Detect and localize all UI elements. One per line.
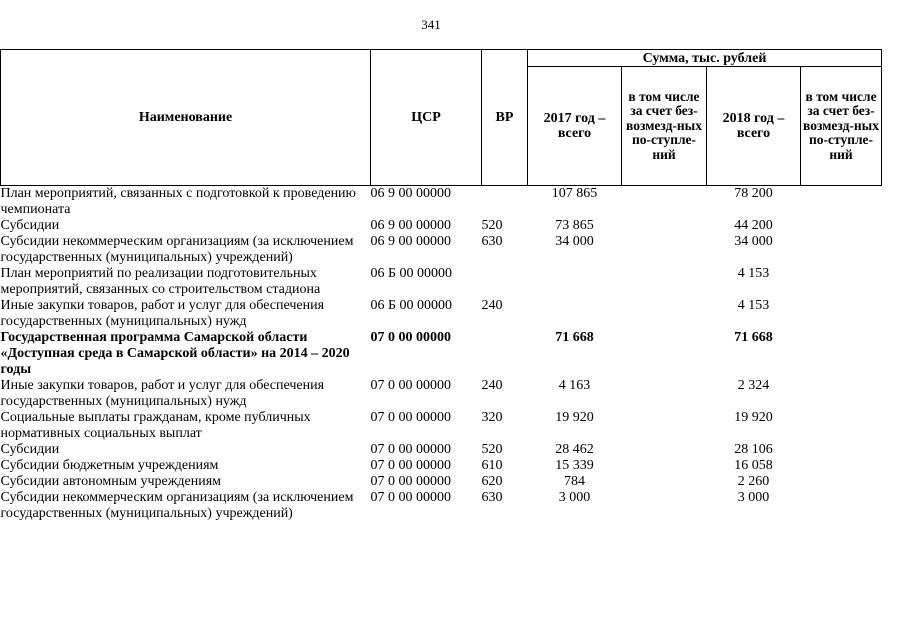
- table-row: [1, 458, 882, 474]
- row-vr: [482, 266, 528, 298]
- row-name: Иные закупки товаров, работ и услуг для обеспечения государственных (муниципальных) нужд: [0, 298, 325, 329]
- table-row: [1, 410, 882, 442]
- row-2017-total: 4 163: [558, 378, 591, 393]
- row-2018-including: [801, 298, 882, 330]
- row-vr: [482, 330, 528, 378]
- row-csr: 07 0 00 00000: [370, 458, 451, 473]
- row-csr: 06 9 00 00000: [370, 234, 451, 249]
- row-2017-including: [622, 330, 707, 378]
- table-row: [1, 298, 882, 330]
- row-2017-including: [622, 234, 707, 266]
- row-2018-including: [801, 410, 882, 442]
- row-name: Иные закупки товаров, работ и услуг для обеспечения государственных (муниципальных) нужд: [0, 378, 325, 409]
- row-name: Социальные выплаты гражданам, кроме публичных нормативных социальных выплат: [0, 410, 311, 441]
- row-2017-total: 73 865: [555, 218, 594, 233]
- row-2018-including: [801, 378, 882, 410]
- row-csr: 07 0 00 00000: [370, 410, 451, 425]
- header-2018-total: 2018 год – всего: [707, 67, 801, 186]
- row-2018-total: 44 200: [734, 218, 773, 233]
- budget-table: [0, 49, 882, 522]
- row-2017-including: [622, 218, 707, 234]
- table-row: [1, 218, 882, 234]
- row-2017-total: 71 668: [555, 330, 594, 345]
- row-2017-including: [622, 474, 707, 490]
- header-2017-total: 2017 год – всего: [528, 67, 622, 186]
- table-row: [1, 330, 882, 378]
- row-2018-including: [801, 234, 882, 266]
- row-2018-including: [801, 330, 882, 378]
- row-2017-including: [622, 378, 707, 410]
- row-2018-including: [801, 490, 882, 522]
- row-name: Субсидии бюджетным учреждениям: [0, 458, 219, 473]
- row-vr: 520: [481, 442, 503, 457]
- row-vr: 620: [481, 474, 503, 489]
- header-2017-including: в том числе за счет без-возмезд-ных по-ступле-ний: [622, 67, 707, 186]
- row-vr: 320: [481, 410, 503, 425]
- row-name: Субсидии: [0, 218, 60, 233]
- row-2018-including: [801, 218, 882, 234]
- row-csr: 07 0 00 00000: [370, 474, 451, 489]
- row-2017-including: [622, 458, 707, 474]
- table-row: [1, 490, 882, 522]
- row-2017-total: 3 000: [558, 490, 591, 505]
- table-row: [1, 474, 882, 490]
- row-csr: 06 Б 00 00000: [370, 266, 453, 281]
- header-sum-group: Сумма, тыс. рублей: [528, 50, 882, 67]
- table-header: [1, 50, 882, 186]
- row-csr: 07 0 00 00000: [370, 490, 451, 505]
- row-2017-total: [528, 266, 622, 298]
- row-2018-total: 2 324: [737, 378, 770, 393]
- row-2017-total: [528, 298, 622, 330]
- row-2018-total: 28 106: [734, 442, 773, 457]
- row-2017-total: 28 462: [555, 442, 594, 457]
- table-row: [1, 186, 882, 219]
- row-2018-total: 4 153: [737, 266, 770, 281]
- row-name: Субсидии автономным учреждениям: [0, 474, 222, 489]
- row-csr: 07 0 00 00000: [370, 442, 451, 457]
- page-number: 341: [421, 17, 441, 32]
- row-2017-including: [622, 442, 707, 458]
- row-2017-including: [622, 186, 707, 219]
- header-2018-including: в том числе за счет без-возмезд-ных по-ступле-ний: [801, 67, 882, 186]
- row-2017-total: 34 000: [555, 234, 594, 249]
- table-body: [1, 186, 882, 523]
- row-name: План мероприятий по реализации подготовительных мероприятий, связанных со строительством стадиона: [0, 266, 321, 297]
- row-2018-including: [801, 458, 882, 474]
- table-row: [1, 442, 882, 458]
- row-2017-including: [622, 298, 707, 330]
- row-vr: 240: [481, 298, 503, 313]
- row-csr: 07 0 00 00000: [370, 378, 451, 393]
- row-name: Государственная программа Самарской области «Доступная среда в Самарской области» на 2014 – 2020 годы: [0, 330, 350, 377]
- row-csr: 06 9 00 00000: [370, 186, 451, 201]
- row-name: План мероприятий, связанных с подготовкой к проведению чемпионата: [0, 186, 357, 217]
- row-2017-total: 784: [564, 474, 585, 489]
- row-vr: 240: [481, 378, 503, 393]
- row-2018-total: 71 668: [734, 330, 773, 345]
- row-name: Субсидии: [0, 442, 60, 457]
- row-vr: [482, 186, 528, 219]
- row-2018-including: [801, 186, 882, 219]
- row-csr: 07 0 00 00000: [370, 330, 451, 345]
- row-2017-total: 15 339: [555, 458, 594, 473]
- row-2018-including: [801, 442, 882, 458]
- row-name: Субсидии некоммерческим организациям (за исключением государственных (муниципальных) учреждений): [0, 234, 354, 265]
- row-2017-including: [622, 410, 707, 442]
- row-vr: 520: [481, 218, 503, 233]
- row-2017-including: [622, 266, 707, 298]
- row-2018-total: 3 000: [737, 490, 770, 505]
- header-csr: ЦСР: [371, 50, 482, 186]
- row-2018-total: 2 260: [737, 474, 770, 489]
- row-vr: 610: [481, 458, 503, 473]
- row-2018-including: [801, 474, 882, 490]
- row-2018-total: 34 000: [734, 234, 773, 249]
- row-2018-total: 19 920: [734, 410, 773, 425]
- header-name: Наименование: [1, 50, 371, 186]
- table-row: [1, 234, 882, 266]
- row-2018-total: 4 153: [737, 298, 770, 313]
- row-2018-total: 16 058: [734, 458, 773, 473]
- row-2018-including: [801, 266, 882, 298]
- row-2017-total: 107 865: [551, 186, 598, 201]
- row-vr: 630: [481, 490, 503, 505]
- row-2018-total: 78 200: [734, 186, 773, 201]
- row-2017-including: [622, 490, 707, 522]
- table-row: [1, 378, 882, 410]
- table-row: [1, 266, 882, 298]
- row-csr: 06 9 00 00000: [370, 218, 451, 233]
- row-vr: 630: [481, 234, 503, 249]
- header-vr: ВР: [482, 50, 528, 186]
- row-2017-total: 19 920: [555, 410, 594, 425]
- row-name: Субсидии некоммерческим организациям (за исключением государственных (муниципальных) учреждений): [0, 490, 354, 521]
- row-csr: 06 Б 00 00000: [370, 298, 453, 313]
